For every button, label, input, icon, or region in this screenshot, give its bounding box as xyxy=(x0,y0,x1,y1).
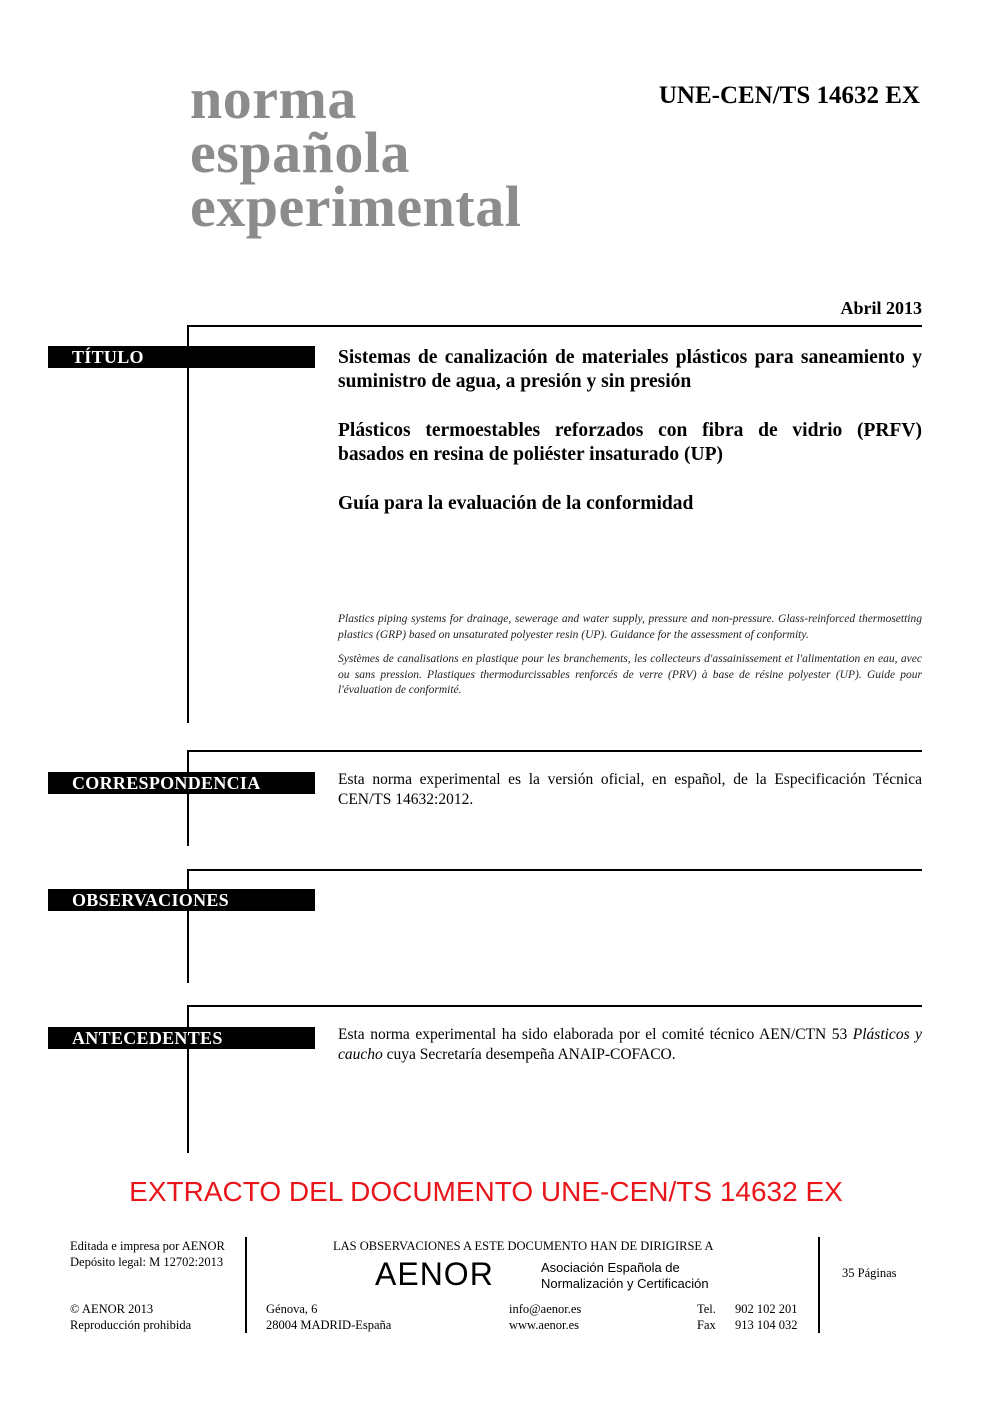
footer-separator-left xyxy=(245,1237,247,1333)
footer-page-count: 35 Páginas xyxy=(842,1266,897,1280)
section-label-titulo: TÍTULO xyxy=(48,346,315,368)
footer-deposit: Depósito legal: M 12702:2013 xyxy=(70,1255,224,1269)
brand-line-2: española xyxy=(190,120,410,185)
title-english: Plastics piping systems for drainage, sewerage and water supply, pressure and non-pressure. Glass-reinforced thermosetting plastics (GRP) based on unsaturated polyester resin (UP). Guidance for the assessment of conformity. xyxy=(338,613,922,641)
footer-web[interactable]: www.aenor.es xyxy=(509,1318,580,1332)
antecedentes-text xyxy=(338,1025,922,1065)
titulo-translations xyxy=(338,612,922,708)
section-divider xyxy=(187,325,922,327)
brand-line-3: experimental xyxy=(190,174,522,239)
title-french: Systèmes de canalisations en plastique pour les branchements, les collecteurs d'assainissement et l'alimentation en eau, avec ou sans pression. Plastiques thermodurcissables renforcés de verre (PRV) à base de résine polyester (UP). Guide pour l'évaluation de conformité. xyxy=(338,653,922,696)
brand-line-1: norma xyxy=(190,66,357,131)
footer-separator-right xyxy=(818,1237,820,1333)
footer-rights xyxy=(70,1301,191,1333)
titulo-content xyxy=(338,346,922,516)
aenor-full-name-line-1: Asociación Española de xyxy=(541,1260,680,1275)
correspondencia-content xyxy=(338,770,922,810)
antecedentes-text-start: Esta norma experimental ha sido elaborada por el comité técnico AEN/CTN 53 xyxy=(338,1026,853,1043)
section-vertical-rule xyxy=(187,869,189,983)
footer-tel-label: Tel. xyxy=(697,1302,716,1316)
aenor-full-name-line-2: Normalización y Certificación xyxy=(541,1276,709,1291)
committee-name: Plásticos y caucho xyxy=(338,1026,922,1063)
footer-reproduction: Reproducción prohibida xyxy=(70,1318,192,1332)
section-vertical-rule xyxy=(187,750,189,846)
footer-copyright: © AENOR 2013 xyxy=(70,1302,154,1316)
footer-fax: 913 104 032 xyxy=(735,1318,798,1332)
section-divider xyxy=(187,869,922,871)
footer-contact xyxy=(509,1301,581,1333)
correspondencia-text: Esta norma experimental es la versión oficial, en español, de la Especificación Técnica CEN/TS 14632:2012. xyxy=(338,771,922,808)
section-vertical-rule xyxy=(187,325,189,723)
section-divider xyxy=(187,1005,922,1007)
title-spanish-1: Sistemas de canalización de materiales plásticos para saneamiento y suministro de agua, a presión y sin presión xyxy=(338,347,922,392)
title-spanish-2: Plásticos termoestables reforzados con fibra de vidrio (PRFV) basados en resina de poliéster insaturado (UP) xyxy=(338,420,922,465)
standard-code: UNE-CEN/TS 14632 EX xyxy=(658,82,920,109)
section-label-correspondencia: CORRESPONDENCIA xyxy=(48,772,315,794)
footer-address xyxy=(266,1301,391,1333)
antecedentes-content xyxy=(338,1025,922,1065)
extract-notice: EXTRACTO DEL DOCUMENTO UNE-CEN/TS 14632 EX xyxy=(129,1176,843,1207)
document-series-title xyxy=(190,66,522,239)
footer-email[interactable]: info@aenor.es xyxy=(509,1302,582,1316)
aenor-logo-wordmark: AENOR xyxy=(375,1256,494,1292)
aenor-full-name xyxy=(541,1260,709,1292)
section-label-observaciones: OBSERVACIONES xyxy=(48,889,315,911)
footer-phone-labels xyxy=(697,1301,716,1333)
footer-tel: 902 102 201 xyxy=(735,1302,798,1316)
footer-publisher xyxy=(70,1238,225,1270)
footer-edited: Editada e impresa por AENOR xyxy=(70,1239,225,1253)
title-spanish-3: Guía para la evaluación de la conformidad xyxy=(338,493,694,514)
footer-fax-label: Fax xyxy=(697,1318,716,1332)
footer-observations-note: LAS OBSERVACIONES A ESTE DOCUMENTO HAN DE DIRIGIRSE A xyxy=(333,1239,714,1253)
footer-address-line-1: Génova, 6 xyxy=(266,1302,318,1316)
section-divider xyxy=(187,750,922,752)
antecedentes-text-end: cuya Secretaría desempeña ANAIP-COFACO. xyxy=(382,1046,676,1063)
footer-phone-numbers xyxy=(735,1301,798,1333)
publication-date: Abril 2013 xyxy=(840,298,922,318)
footer-address-line-2: 28004 MADRID-España xyxy=(266,1318,392,1332)
section-label-antecedentes: ANTECEDENTES xyxy=(48,1027,315,1049)
